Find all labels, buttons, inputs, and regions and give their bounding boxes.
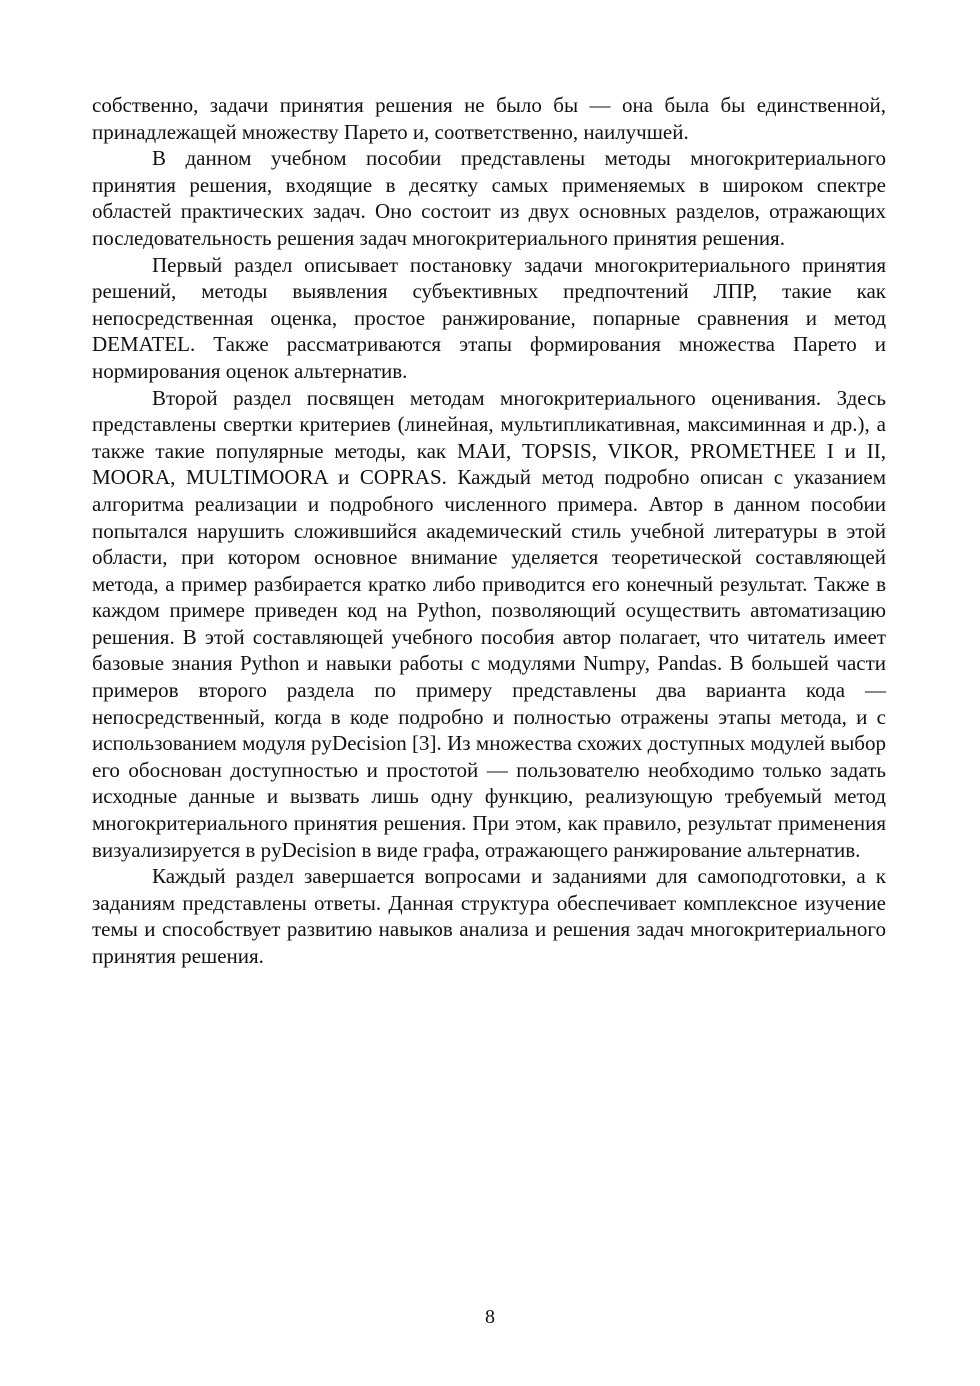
paragraph-second-section: Второй раздел посвящен методам многокритериального оценивания. Здесь представлены свертки критериев (линейная, мультипликативная, максиминная и др.), а также такие популярные методы, как МАИ, TOPSIS, VIKOR, PROMETHEE I и II, MOORA, MULTIMOORA и COPRAS. Каждый метод подробно описан с указанием алгоритма реализации и подробного численного примера. Автор в данном пособии попытался нарушить сложившийся академический стиль учебной литературы в этой области, при котором основное внимание уделяется теоретической составляющей метода, а пример разбирается кратко либо приводится его конечный результат. Также в каждом примере приведен код на Python, позволяющий осуществить автоматизацию решения. В этой составляющей учебного пособия автор полагает, что читатель имеет базовые знания Python и навыки работы с модулями Numpy, Pandas. В большей части примеров второго раздела по примеру представлены два варианта кода — непосредственный, когда в коде подробно и полностью отражены этапы метода, и с использованием модуля pyDecision [3]. Из множества схожих доступных модулей выбор его обоснован доступностью и простотой — пользователю необходимо только задать исходные данные и вызвать лишь одну функцию, реализующую требуемый метод многокритериального принятия решения. При этом, как правило, результат применения визуализируется в pyDecision в виде графа, отражающего ранжирование альтернатив. [92, 385, 886, 862]
paragraph-continuation: собственно, задачи принятия решения не было бы — она была бы единственной, принадлежащей множеству Парето и, соответственно, наилучшей. [92, 93, 886, 144]
paragraph-overview: В данном учебном пособии представлены методы многокритериального принятия решения, входящие в десятку самых применяемых в широком спектре областей практических задач. Оно состоит из двух основных разделов, отражающих последовательность решения задач многокритериального принятия решения. [92, 146, 886, 250]
page-number: 8 [485, 1306, 495, 1328]
paragraph-first-section: Первый раздел описывает постановку задачи многокритериального принятия решений, методы выявления субъективных предпочтений ЛПР, такие как непосредственная оценка, простое ранжирование, попарные сравнения и метод DEMATEL. Также рассматриваются этапы формирования множества Парето и нормирования оценок альтернатив. [92, 252, 886, 383]
body-text [92, 92, 886, 970]
paragraph-structure: Каждый раздел завершается вопросами и заданиями для самоподготовки, а к заданиям представлены ответы. Данная структура обеспечивает комплексное изучение темы и способствует развитию навыков анализа и решения задач многокритериального принятия решения. [92, 864, 886, 968]
